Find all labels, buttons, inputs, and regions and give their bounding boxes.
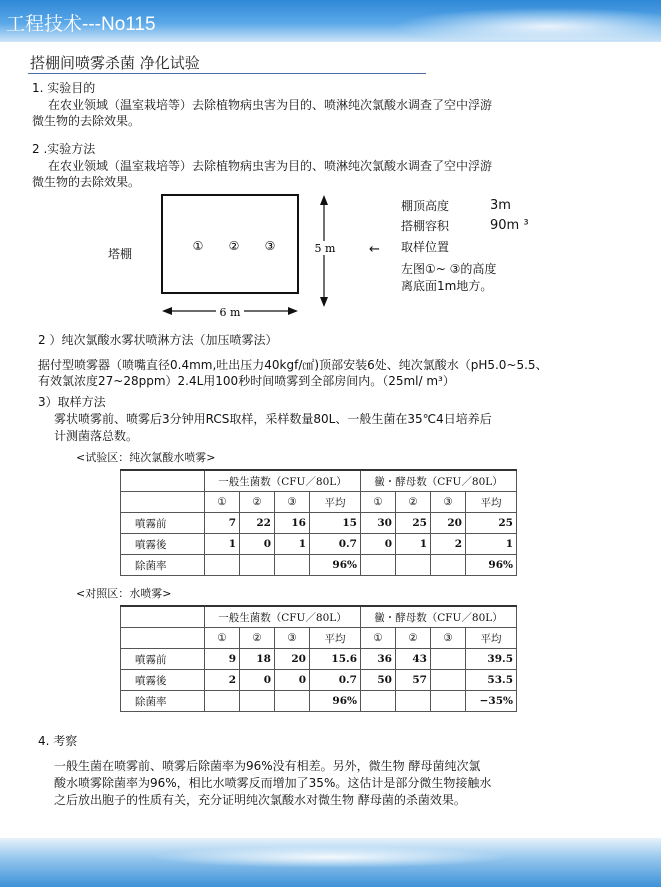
table-1-subhead: ② bbox=[396, 492, 431, 513]
table-2-cell bbox=[240, 691, 275, 712]
sampling-position-arrow: ← bbox=[369, 242, 380, 257]
table-1-row-label: 除菌率 bbox=[121, 555, 205, 576]
section-2b-text-line-1: 据付型喷雾器（喷嘴直径0.4mm,吐出压力40kgf/㎠)顶部安装6处、纯次氯酸水（pH5.0~5.5、 bbox=[38, 358, 548, 372]
table-1-cell: 0.7 bbox=[310, 534, 361, 555]
section-2-heading: 2 .实验方法 bbox=[32, 142, 96, 156]
spec-sampling-label: 取样位置 bbox=[401, 240, 450, 254]
table-row bbox=[121, 670, 517, 691]
table-2-cell bbox=[275, 691, 310, 712]
table-2-cell: 57 bbox=[396, 670, 431, 691]
section-4-text-line-1: 一般生菌在喷雾前、喷雾后除菌率为96%没有相差。另外，微生物 酵母菌纯次氯 bbox=[54, 759, 481, 773]
table-1-cell: 16 bbox=[275, 513, 310, 534]
table-1-subhead: ③ bbox=[275, 492, 310, 513]
table-2-group-mold-yeast: 黴・酵母数（CFU／80L） bbox=[361, 606, 517, 628]
section-2-text-line-2: 微生物的去除效果。 bbox=[32, 175, 141, 189]
table-2-caption: <对照区：水喷雾> bbox=[76, 587, 172, 600]
table-1-cell bbox=[275, 555, 310, 576]
spec-note-line-2: 离底面1m地方。 bbox=[401, 279, 493, 293]
title-underline bbox=[28, 73, 426, 74]
table-1-cell: 25 bbox=[396, 513, 431, 534]
table-2-cell: 36 bbox=[361, 649, 396, 670]
table-1-cell: 22 bbox=[240, 513, 275, 534]
footer-band bbox=[0, 838, 661, 887]
section-2b-text-line-2: 有效氯浓度27~28ppm）2.4L用100秒时间喷雾到全部房间内。（25ml/ m³） bbox=[38, 374, 455, 388]
table-1-subhead: 平均 bbox=[466, 492, 517, 513]
table-1-cell: 7 bbox=[205, 513, 240, 534]
section-3-text-line-1: 雾状喷雾前、喷雾后3分钟用RCS取样，采样数量80L、一般生菌在35℃4日培养后 bbox=[54, 412, 492, 426]
table-1-cell bbox=[396, 555, 431, 576]
section-3-text-line-2: 计测菌落总数。 bbox=[54, 429, 139, 443]
width-arrow-right bbox=[288, 307, 298, 315]
section-4-text-line-3: 之后放出胞子的性质有关，充分证明纯次氯酸水对微生物 酵母菌的杀菌效果。 bbox=[54, 793, 466, 807]
table-2-cell: 9 bbox=[205, 649, 240, 670]
table-cell-empty bbox=[121, 470, 205, 492]
table-1-cell: 1 bbox=[205, 534, 240, 555]
table-2-subhead: 平均 bbox=[310, 628, 361, 649]
table-2-cell: 0 bbox=[240, 670, 275, 691]
table-2-cell: 39.5 bbox=[466, 649, 517, 670]
table-2-cell: 2 bbox=[205, 670, 240, 691]
table-2-water-spray bbox=[120, 605, 517, 712]
table-1-group-general-bacteria: 一般生菌数（CFU／80L） bbox=[205, 470, 361, 492]
table-1-subhead: ① bbox=[361, 492, 396, 513]
table-2-cell: 0.7 bbox=[310, 670, 361, 691]
table-2-cell bbox=[431, 670, 466, 691]
table-2-cell: 50 bbox=[361, 670, 396, 691]
table-1-cell bbox=[205, 555, 240, 576]
table-2-subhead: ③ bbox=[275, 628, 310, 649]
table-2-cell bbox=[205, 691, 240, 712]
table-2-cell: 96% bbox=[310, 691, 361, 712]
table-1-cell: 1 bbox=[466, 534, 517, 555]
table-1-cell bbox=[240, 555, 275, 576]
table-cell-empty bbox=[121, 606, 205, 628]
section-1-text-line-1: 在农业领域（温室栽培等）去除植物病虫害为目的、喷淋纯次氯酸水调查了空中浮游 bbox=[48, 98, 493, 112]
header-wave-decoration bbox=[380, 6, 661, 40]
table-2-subhead: ① bbox=[205, 628, 240, 649]
table-row bbox=[121, 691, 517, 712]
table-1-cell: 1 bbox=[396, 534, 431, 555]
greenhouse-diagram bbox=[160, 193, 340, 323]
table-2-cell: 53.5 bbox=[466, 670, 517, 691]
footer-wave-decoration bbox=[150, 846, 510, 868]
table-2-cell: 20 bbox=[275, 649, 310, 670]
document-title: 搭棚间喷雾杀菌 净化试验 bbox=[30, 54, 200, 72]
section-4-text-line-2: 酸水喷雾除菌率为96%，相比水喷雾反而增加了35%。这估计是部分微生物接触水 bbox=[54, 776, 492, 790]
table-2-subhead: ③ bbox=[431, 628, 466, 649]
table-1-cell: 15 bbox=[310, 513, 361, 534]
height-arrow-bottom bbox=[320, 297, 328, 307]
height-dimension-label: 5 m bbox=[314, 242, 336, 255]
table-1-cell: 20 bbox=[431, 513, 466, 534]
spec-volume-label: 搭棚容积 bbox=[401, 219, 450, 233]
table-1-cell: 96% bbox=[310, 555, 361, 576]
height-arrow-top bbox=[320, 195, 328, 205]
table-1-row-label: 噴霧前 bbox=[121, 513, 205, 534]
sampling-point-1: ① bbox=[192, 239, 204, 253]
table-1-cell: 30 bbox=[361, 513, 396, 534]
sampling-point-2: ② bbox=[228, 239, 240, 253]
header-band bbox=[0, 0, 661, 42]
table-2-subhead: 平均 bbox=[466, 628, 517, 649]
table-1-cell: 2 bbox=[431, 534, 466, 555]
table-row bbox=[121, 534, 517, 555]
table-1-row-label: 噴霧後 bbox=[121, 534, 205, 555]
table-1-subhead: ① bbox=[205, 492, 240, 513]
sampling-point-3: ③ bbox=[264, 239, 276, 253]
table-2-cell bbox=[431, 649, 466, 670]
table-row bbox=[121, 649, 517, 670]
section-1-heading: 1. 实验目的 bbox=[32, 81, 96, 95]
width-dimension-label: 6 m bbox=[219, 306, 241, 319]
table-2-group-general-bacteria: 一般生菌数（CFU／80L） bbox=[205, 606, 361, 628]
section-4-heading: 4. 考察 bbox=[38, 734, 78, 748]
table-1-caption: <试验区：纯次氯酸水喷雾> bbox=[76, 451, 216, 464]
diagram-greenhouse-label: 塔棚 bbox=[108, 247, 133, 261]
table-2-cell: −35% bbox=[466, 691, 517, 712]
table-1-cell: 1 bbox=[275, 534, 310, 555]
table-2-cell bbox=[361, 691, 396, 712]
table-1-cell bbox=[361, 555, 396, 576]
table-2-cell: 43 bbox=[396, 649, 431, 670]
section-3-heading: 3）取样方法 bbox=[38, 395, 106, 409]
table-2-cell: 0 bbox=[275, 670, 310, 691]
table-1-subhead: 平均 bbox=[310, 492, 361, 513]
spec-height-label: 棚顶高度 bbox=[401, 199, 450, 213]
table-2-subhead: ② bbox=[240, 628, 275, 649]
table-2-subhead: ① bbox=[361, 628, 396, 649]
table-1-cell: 0 bbox=[361, 534, 396, 555]
table-1-cell: 0 bbox=[240, 534, 275, 555]
section-2-text-line-1: 在农业领域（温室栽培等）去除植物病虫害为目的、喷淋纯次氯酸水调查了空中浮游 bbox=[48, 159, 493, 173]
table-2-cell bbox=[396, 691, 431, 712]
table-2-row-label: 噴霧前 bbox=[121, 649, 205, 670]
table-row bbox=[121, 513, 517, 534]
table-2-row-label: 噴霧後 bbox=[121, 670, 205, 691]
table-cell-empty bbox=[121, 492, 205, 513]
table-1-subhead: ② bbox=[240, 492, 275, 513]
width-arrow-left bbox=[162, 307, 172, 315]
table-1-group-mold-yeast: 黴・酵母数（CFU／80L） bbox=[361, 470, 517, 492]
section-2b-heading: 2 ）纯次氯酸水雾状喷淋方法（加压喷雾法） bbox=[38, 333, 278, 347]
table-2-row-label: 除菌率 bbox=[121, 691, 205, 712]
table-1-hypochlorous-spray bbox=[120, 469, 517, 576]
table-2-cell: 15.6 bbox=[310, 649, 361, 670]
table-2-subhead: ② bbox=[396, 628, 431, 649]
table-cell-empty bbox=[121, 628, 205, 649]
table-1-subhead: ③ bbox=[431, 492, 466, 513]
table-1-cell: 25 bbox=[466, 513, 517, 534]
spec-height-value: 3m bbox=[490, 198, 511, 213]
table-2-cell: 18 bbox=[240, 649, 275, 670]
spec-note-line-1: 左图①~ ③的高度 bbox=[401, 262, 497, 276]
spec-volume-value: 90m ³ bbox=[490, 218, 529, 233]
table-1-cell bbox=[431, 555, 466, 576]
header-title: 工程技术---No115 bbox=[6, 14, 156, 35]
table-row bbox=[121, 555, 517, 576]
table-2-cell bbox=[431, 691, 466, 712]
section-1-text-line-2: 微生物的去除效果。 bbox=[32, 114, 141, 128]
table-1-cell: 96% bbox=[466, 555, 517, 576]
